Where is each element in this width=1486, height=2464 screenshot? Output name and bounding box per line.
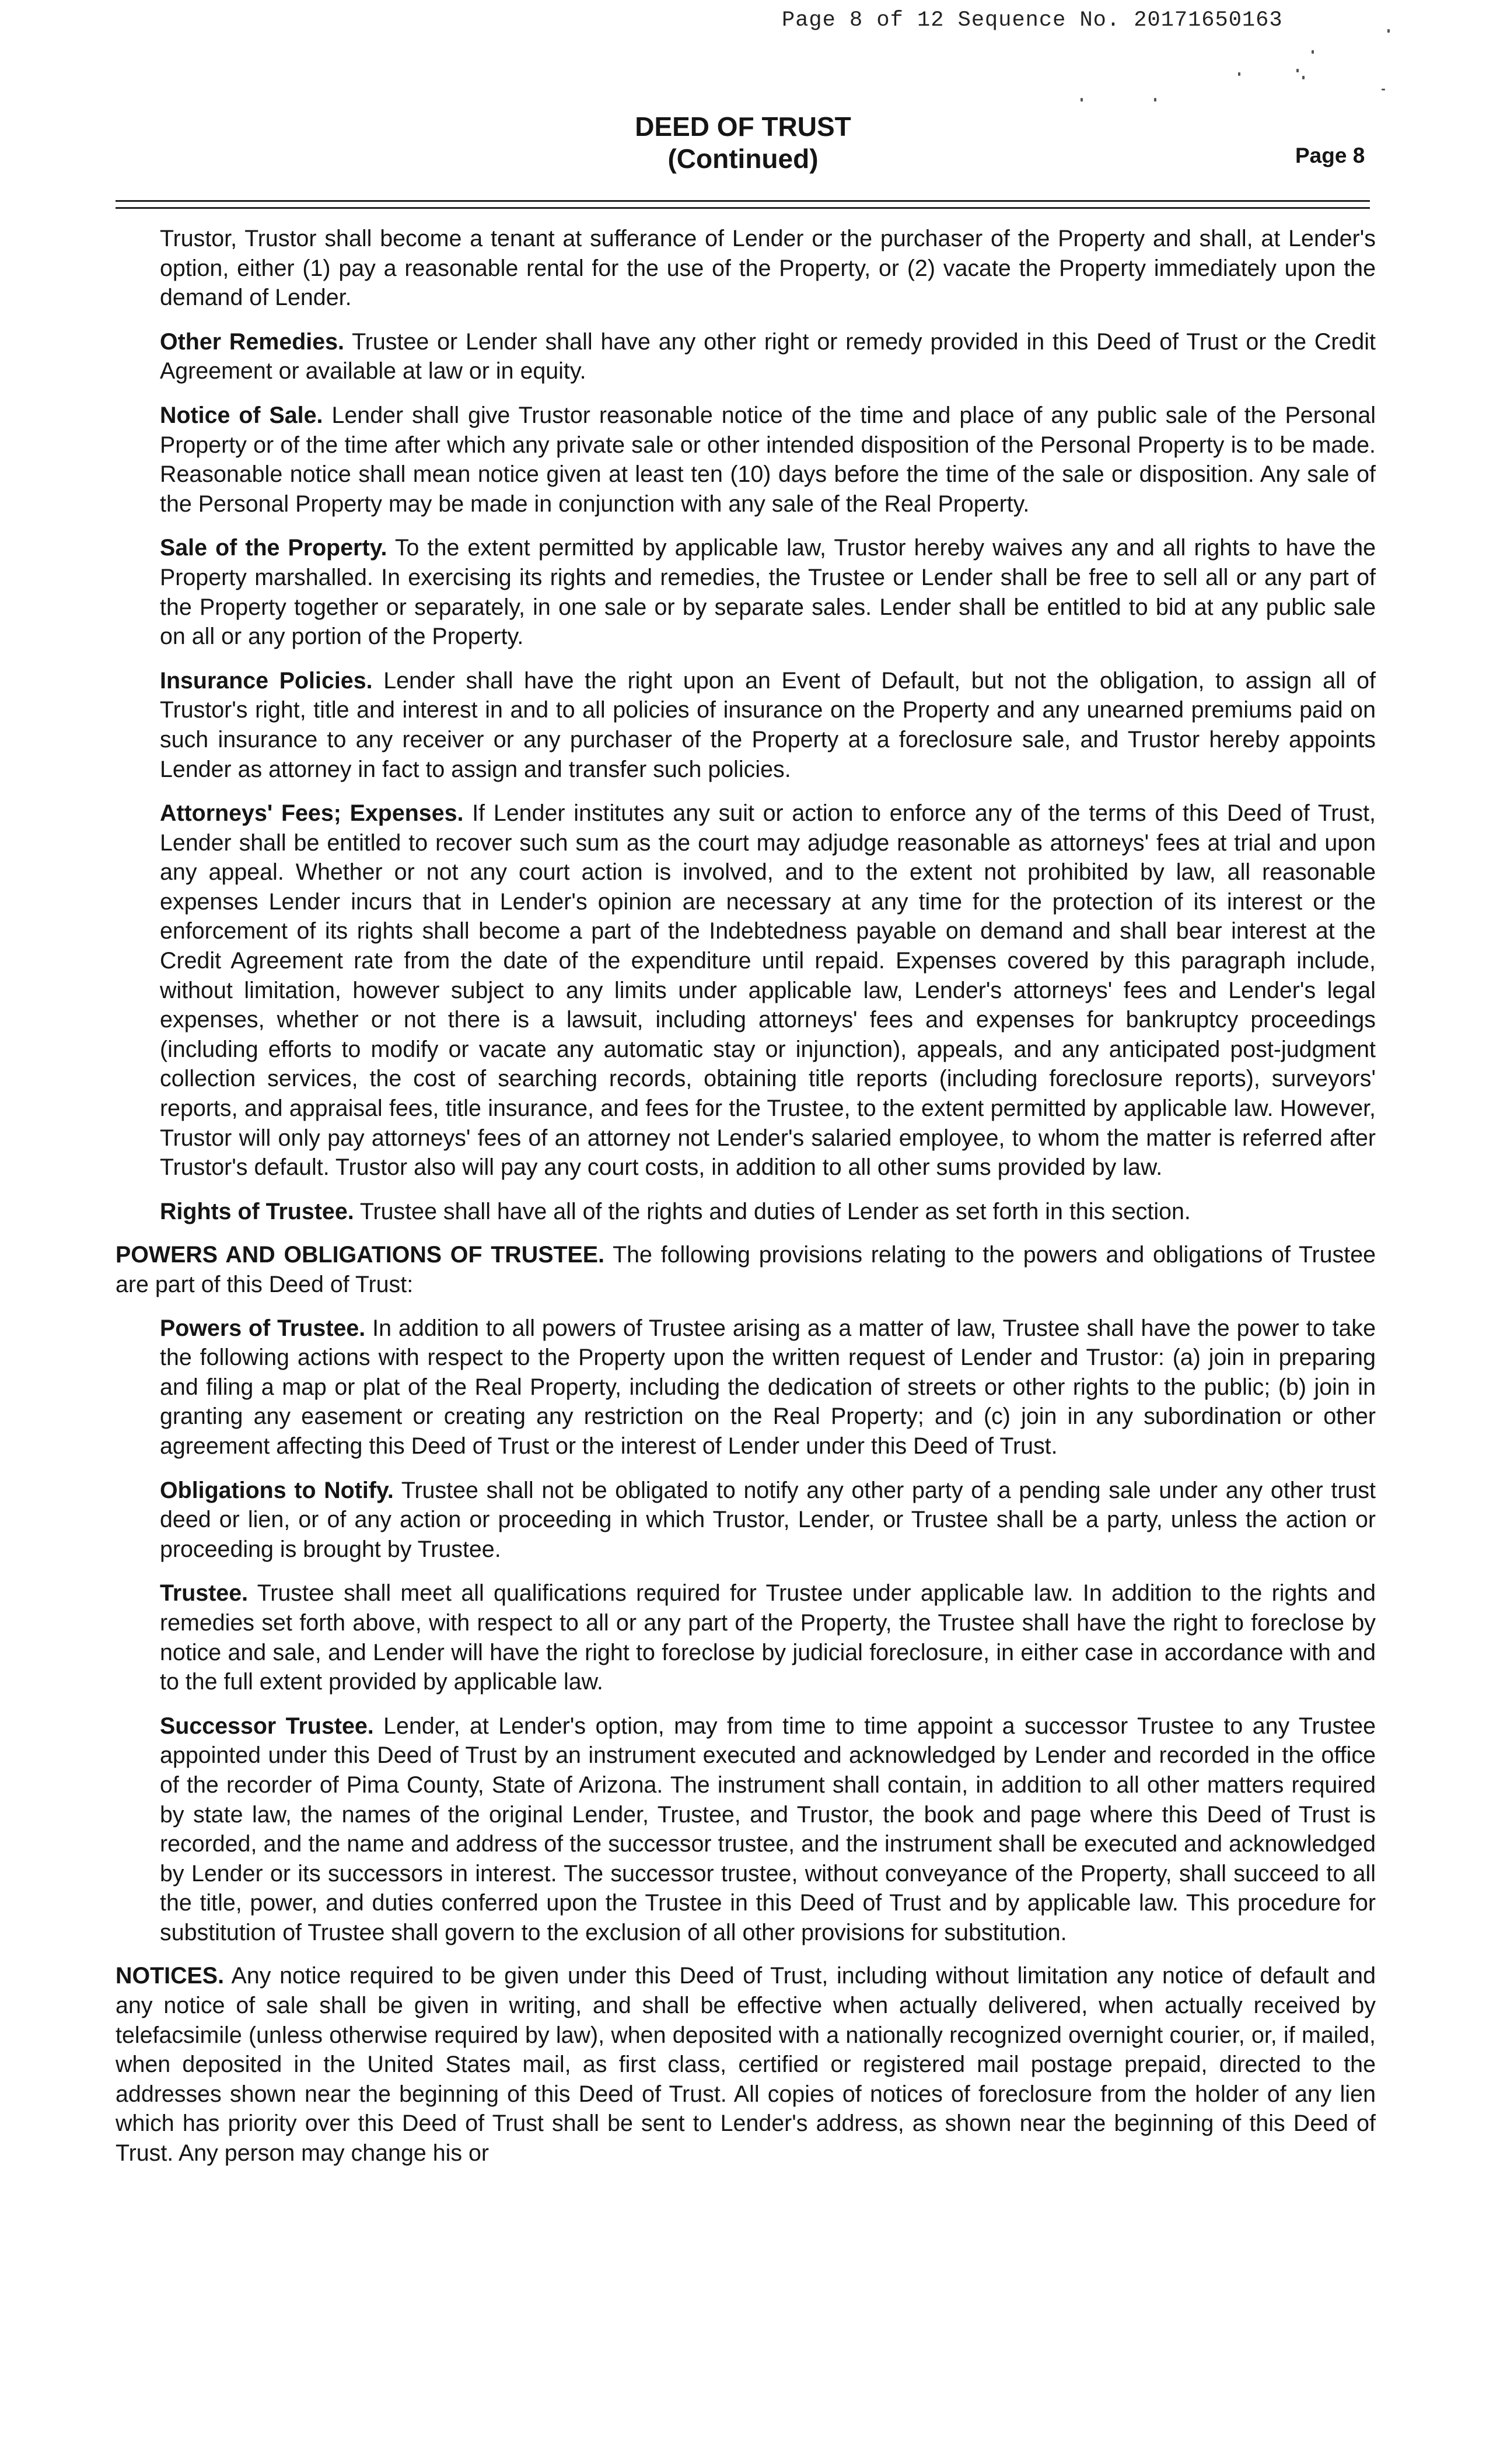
section-heading: Attorneys' Fees; Expenses. bbox=[160, 800, 464, 827]
trustee-paragraph bbox=[160, 1578, 1376, 1696]
intro-paragraph: Trustor, Trustor shall become a tenant at sufferance of Lender or the purchaser of the Property and shall, at Lender's option, either (1) pay a reasonable rental for the use of the Property, or (2) vacate the Property immediately upon the demand of Lender. bbox=[160, 226, 1376, 311]
section-text: Lender shall give Trustor reasonable notice of the time and place of any public sale of the Personal Property or of the time after which any private sale or other intended disposition of the Personal Property is to be made. Reasonable notice shall mean notice given at least ten (10) days before the time of the sale or disposition. Any sale of the Personal Property may be made in conjunction with any sale of the Real Property. bbox=[160, 402, 1376, 517]
document-title bbox=[0, 111, 1486, 175]
powers-of-trustee-paragraph bbox=[160, 1314, 1376, 1461]
section-heading: Powers of Trustee. bbox=[160, 1315, 366, 1341]
section-text: Trustee shall not be obligated to notify any other party of a pending sale under any other trust deed or lien, or of any action or proceeding in which Trustor, Lender, or Trustee shall be a party, unless the action or proceeding is brought by Trustee. bbox=[160, 1477, 1376, 1562]
section-heading: Trustee. bbox=[160, 1580, 249, 1606]
scan-speck bbox=[1312, 50, 1314, 54]
section-text: In addition to all powers of Trustee arising as a matter of law, Trustee shall have the power to take the following actions with respect to the Property upon the written request of Lender and Trustor: (a) join in preparing and filing a map or plat of the Real Property, including the dedication of streets or other rights to the public; (b) join in granting any easement or creating any restriction on the Real Property; and (c) join in any subordination or other agreement affecting this Deed of Trust or the interest of Lender under this Deed of Trust. bbox=[160, 1315, 1376, 1459]
powers-obligations-section bbox=[116, 1240, 1376, 1299]
scan-speck bbox=[1302, 76, 1305, 79]
attorneys-fees-paragraph bbox=[160, 799, 1376, 1182]
section-heading: Other Remedies. bbox=[160, 328, 344, 355]
page-number: Page 8 bbox=[1295, 144, 1365, 167]
section-text: Trustee or Lender shall have any other right or remedy provided in this Deed of Trust or the Credit Agreement or available at law or in equity. bbox=[160, 328, 1376, 384]
section-heading: Obligations to Notify. bbox=[160, 1477, 394, 1503]
section-heading: Successor Trustee. bbox=[160, 1713, 374, 1739]
obligations-to-notify-paragraph bbox=[160, 1476, 1376, 1564]
scan-speck bbox=[1238, 72, 1240, 76]
section-heading: NOTICES. bbox=[116, 1963, 225, 1989]
scan-speck bbox=[1296, 69, 1299, 72]
notices-section bbox=[116, 1961, 1376, 2168]
recorder-stamp: Page 8 of 12 Sequence No. 20171650163 bbox=[782, 8, 1283, 33]
insurance-policies-paragraph bbox=[160, 666, 1376, 784]
section-text: If Lender institutes any suit or action to enforce any of the terms of this Deed of Trust, Lender shall be entitled to recover such sum as the court may adjudge reasonable as attorneys' fees at trial and upon any appeal. Whether or not any court action is involved, and to the extent not prohibited by law, all reasonable expenses Lender incurs that in Lender's opinion are necessary at any time for the protection of its interest or the enforcement of its rights shall become a part of the Indebtedness payable on demand and shall bear interest at the Credit Agreement rate from the date of the expenditure until repaid. Expenses covered by this paragraph include, without limitation, however subject to any limits under applicable law, Lender's attorneys' fees and Lender's legal expenses, whether or not there is a lawsuit, including attorneys' fees and expenses for bankruptcy proceedings (including efforts to modify or vacate any automatic stay or injunction), appeals, and any anticipated post-judgment collection services, the cost of searching records, obtaining title reports (including foreclosure reports), surveyors' reports, and appraisal fees, title insurance, and fees for the Trustee, to the extent permitted by applicable law. However, Trustor will only pay attorneys' fees of an attorney not Lender's salaried employee, to whom the matter is referred after Trustor's default. Trustor also will pay any court costs, in addition to all other sums provided by law. bbox=[160, 800, 1376, 1181]
section-heading: Rights of Trustee. bbox=[160, 1198, 354, 1224]
title-line: DEED OF TRUST bbox=[635, 111, 851, 142]
section-heading: Notice of Sale. bbox=[160, 402, 323, 428]
sale-of-property-paragraph bbox=[160, 533, 1376, 651]
section-text: Trustee shall meet all qualifications required for Trustee under applicable law. In addition to the rights and remedies set forth above, with respect to all or any part of the Property, the Trustee shall have the right to foreclose by notice and sale, and Lender will have the right to foreclose by judicial foreclosure, in either case in accordance with and to the full extent provided by applicable law. bbox=[160, 1580, 1376, 1695]
successor-trustee-paragraph bbox=[160, 1712, 1376, 1948]
section-text: Trustee shall have all of the rights and duties of Lender as set forth in this section. bbox=[359, 1198, 1191, 1224]
section-text: Lender, at Lender's option, may from time to time appoint a successor Trustee to any Trustee appointed under this Deed of Trust by an instrument executed and acknowledged by Lender and recorded in the office of the recorder of Pima County, State of Arizona. The instrument shall contain, in addition to all other matters required by state law, the names of the original Lender, Trustee, and Trustor, the book and page where this Deed of Trust is recorded, and the name and address of the successor trustee, and the instrument shall be executed and acknowledged by Lender or its successors in interest. The successor trustee, without conveyance of the Property, shall succeed to all the title, power, and duties conferred upon the Trustee in this Deed of Trust and by applicable law. This procedure for substitution of Trustee shall govern to the exclusion of all other provisions for substitution. bbox=[160, 1713, 1376, 1945]
header-rule-top bbox=[116, 200, 1370, 202]
scan-speck bbox=[1081, 98, 1083, 102]
section-heading: POWERS AND OBLIGATIONS OF TRUSTEE. bbox=[116, 1242, 605, 1268]
document-body bbox=[116, 224, 1376, 2168]
section-heading: Insurance Policies. bbox=[160, 667, 373, 694]
section-text: Lender shall have the right upon an Event of Default, but not the obligation, to assign all of Trustor's right, title and interest in and to all policies of insurance on the Property and any unearned premiums paid on such insurance to any receiver or any purchaser of the Property at a foreclosure sale, and Trustor hereby appoints Lender as attorney in fact to assign and transfer such policies. bbox=[160, 667, 1376, 782]
section-heading: Sale of the Property. bbox=[160, 535, 387, 561]
scan-speck bbox=[1387, 29, 1390, 33]
notice-of-sale-paragraph bbox=[160, 401, 1376, 519]
scan-speck bbox=[1154, 98, 1156, 102]
section-text: Any notice required to be given under this Deed of Trust, including without limitation any notice of default and any notice of sale shall be given in writing, and shall be effective when actually delivered, when actually received by telefacsimile (unless otherwise required by law), when deposited with a nationally recognized overnight courier, or, if mailed, when deposited in the United States mail, as first class, certified or registered mail postage prepaid, directed to the addresses shown near the beginning of this Deed of Trust. All copies of notices of foreclosure from the holder of any lien which has priority over this Deed of Trust shall be sent to Lender's address, as shown near the beginning of this Deed of Trust. Any person may change his or bbox=[116, 1963, 1376, 2166]
title-subline: (Continued) bbox=[667, 144, 819, 174]
section-text: To the extent permitted by applicable law, Trustor hereby waives any and all rights to have the Property marshalled. In exercising its rights and remedies, the Trustee or Lender shall be free to sell all or any part of the Property together or separately, in one sale or by separate sales. Lender shall be entitled to bid at any public sale on all or any portion of the Property. bbox=[160, 535, 1376, 650]
section-text: The following provisions relating to the powers and obligations of Trustee are part of this Deed of Trust: bbox=[116, 1242, 1376, 1297]
header-rule-bottom bbox=[116, 207, 1370, 209]
other-remedies-paragraph bbox=[160, 327, 1376, 386]
scan-speck bbox=[1382, 89, 1385, 90]
rights-of-trustee-paragraph bbox=[160, 1197, 1376, 1227]
